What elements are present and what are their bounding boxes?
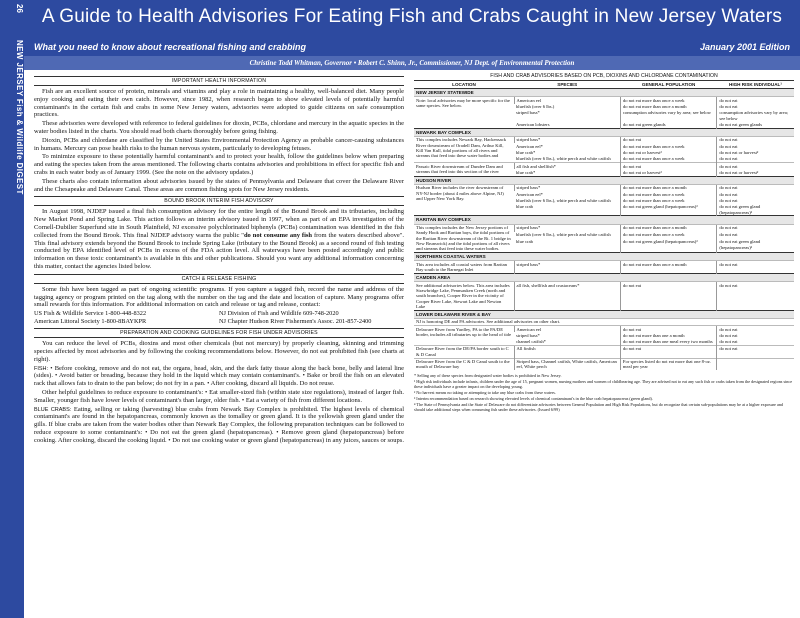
crab-guidelines	[34, 406, 404, 445]
region-header-row	[414, 89, 794, 97]
high-risk-cell: consumption advisories vary by area; see below	[717, 110, 794, 122]
general-population-cell: do not eat green gland (hepatopancreas)³	[620, 204, 716, 216]
high-risk-cell: do not eat or harvest²	[717, 150, 794, 156]
spine-title: NEW JERSEY Fish & Wildlife DIGEST	[15, 40, 24, 195]
high-risk-cell: do not eat	[717, 143, 794, 149]
region-header-row	[414, 176, 794, 184]
important-paragraph: Dioxin, PCBs and chlordane are classified by the United States Environmental Protection Agency as probable cancer-causing substances in humans. Mercury can pose health risks to the human nervous system, particularly to developing fetuses.	[34, 136, 404, 152]
general-population-cell: do not eat	[620, 326, 716, 333]
edition-label: January 2001 Edition	[699, 42, 790, 52]
page-header	[24, 0, 800, 56]
bound-brook-paragraph	[34, 208, 404, 270]
general-population-cell: do not eat more than one a month	[620, 332, 716, 338]
high-risk-cell: do not eat	[717, 232, 794, 239]
species-cell: Striped bass, Channel catfish, White catfish, American eel, White perch	[514, 358, 620, 370]
region-header-row	[414, 216, 794, 224]
region-header-row	[414, 273, 794, 281]
region-name: HUDSON RIVER	[414, 176, 794, 184]
credit-bar: Christine Todd Whitman, Governor • Robert C. Shinn, Jr., Commissioner, NJ Dept. of Environmental Protection	[24, 56, 800, 70]
table-row	[414, 261, 794, 274]
right-column	[414, 73, 794, 613]
footnote: * Selling any of these species from designated water bodies is prohibited in New Jersey.	[414, 373, 562, 379]
crabs-label: BLUE CRABS:	[34, 406, 72, 413]
high-risk-cell: do not eat	[717, 345, 794, 358]
species-cell: channel catfish*	[516, 339, 546, 345]
location-cell: Delaware River from Yardley, PA to the PA/DE border, includes all tributaries up to the head of tide	[414, 326, 514, 346]
high-risk-cell: do not eat	[717, 326, 794, 333]
location-cell: Note: local advisories may be more specific for the same species. See below.	[414, 97, 514, 128]
species-cell: striped bass*	[514, 136, 620, 143]
section-heading-important: IMPORTANT HEALTH INFORMATION	[34, 76, 404, 86]
general-population-cell: do not eat	[620, 163, 716, 170]
species-cell: striped bass*	[514, 184, 620, 191]
location-cell: See additional advisories below. This area includes Strawbridge Lake, Pennsauken Creek (north and south branches), Cooper River in the vicinity of Cooper River Lake, Stewart Lake and Newton Lake	[414, 282, 514, 310]
general-population-cell: do not eat more than once a week	[620, 97, 716, 104]
species-cell: bluefish (over 6 lbs.)	[516, 104, 555, 110]
region-header-row	[414, 253, 794, 261]
table-row	[414, 224, 794, 232]
high-risk-cell	[717, 358, 794, 370]
region-name: CAMDEN AREA	[414, 273, 794, 281]
region-name: RARITAN BAY COMPLEX	[414, 216, 794, 224]
high-risk-cell: do not eat	[717, 224, 794, 232]
table-row	[414, 318, 794, 325]
location-cell: This complex includes Newark Bay, Hackensack River downstream of Oradell Dam, Arthur Kill, Kill Van Kull, tidal portions of all rivers and streams that feed into these water bodies and	[414, 136, 514, 162]
general-population-cell: do not eat more than once a month	[620, 224, 716, 232]
fish-guidelines	[34, 365, 404, 388]
species-cell: American eel	[514, 97, 620, 104]
species-cell: striped bass*	[516, 332, 540, 338]
general-population-cell: do not eat	[620, 136, 716, 143]
high-risk-cell: do not eat green gland (hepatopancreas)³	[717, 204, 794, 216]
advisory-table-body	[414, 89, 794, 371]
column-header: LOCATION	[414, 81, 514, 89]
location-cell: Hudson River includes the river downstream of NY-NJ border (about 4 miles above Alpine, NJ) and Upper New York Bay.	[414, 184, 514, 215]
contact-item: US Fish & Wildlife Service 1-800-448-8322	[34, 310, 147, 318]
general-population-cell: do not eat green gland (hepatopancreas)³	[620, 239, 716, 253]
high-risk-cell: do not eat	[717, 332, 794, 338]
high-risk-cell: do not eat green gland (hepatopancreas)³	[717, 239, 794, 253]
species-cell: bluefish (over 6 lbs.), white perch and white catfish	[516, 156, 611, 162]
species-cell: all fish and shellfish*	[514, 163, 620, 170]
contact-list	[34, 310, 404, 325]
section-heading-preparation: PREPARATION AND COOKING GUIDELINES FOR FISH UNDER ADVISORIES	[34, 328, 404, 338]
prep-intro: You can reduce the level of PCBs, dioxins and most other chemicals (but not mercury) by properly cleaning, skinning and trimming species affected by most advisories and by following the cooking recommendations below. However, do not eat prohibited fish (see charts at right).	[34, 340, 404, 363]
other-guidelines: Other helpful guidelines to reduce exposure to contaminant's: • Eat smaller-sized fish (within state size regulations), instead of larger fish. Smaller, younger fish have lower levels of contaminant's than larger, older fish. • Eat a variety of fish from different locations.	[34, 389, 404, 404]
species-cell: blue crab	[516, 239, 533, 245]
species-cell: American lobsters	[516, 121, 550, 127]
high-risk-cell: do not eat	[717, 163, 794, 170]
fish-text: • Before cooking, remove and do not eat, the organs, head, skin, and the dark fatty tissue along the back bone, belly and lateral line (sides). • Avoid batter or breading, because they hold in the liquid which may contain contaminant's. • Bake or broil the fish on an elevated rack that allows fats to drain to the pan below; do not fry in a pan. • After cooking, discard all liquids. Do not reuse.	[34, 364, 404, 388]
section-heading-bound-brook: BOUND BROOK INTERIM FISH ADVISORY	[34, 196, 404, 206]
general-population-cell: do not eat more than once a month	[620, 104, 716, 110]
location-cell: This complex includes the New Jersey portions of Sandy Hook and Raritan bays, the tidal portions of the Raritan River downstream of the Rt. 1 bridge in New Brunswick) and the tidal portions of all rivers and streams that feed into these water bodies.	[414, 224, 514, 252]
important-paragraph: To minimize exposure to these potentially harmful contaminant's and to protect your health, follow the guidelines below when preparing and eating the species taken from the areas mentioned. The following charts contains advisories and prohibitions in effect for specific fish and crabs in each water body as of January 1999. (See the note on the advisory updates.)	[34, 153, 404, 176]
general-population-cell: do not eat more than once a week	[620, 191, 716, 197]
general-population-cell: do not eat more than one meal every two months	[620, 339, 716, 346]
bound-brook-emphasis: do not consume any fish	[243, 231, 313, 239]
general-population-cell: do not eat more than once a week	[620, 232, 716, 239]
table-row	[414, 358, 794, 370]
high-risk-cell: do not eat	[717, 104, 794, 110]
general-population-cell: do not eat more than once a month	[620, 261, 716, 274]
region-header-row	[414, 128, 794, 136]
high-risk-cell: do not eat or harvest²	[717, 169, 794, 176]
high-risk-cell: do not eat	[717, 261, 794, 274]
general-population-cell: do not eat more than once a month	[620, 184, 716, 191]
general-population-cell: do not eat more than once a week	[620, 198, 716, 204]
region-name: NEW JERSEY STATEWIDE	[414, 89, 794, 97]
bound-brook-text-a: In August 1998, NJDEP issued a final fish consumption advisory for the entire length of the Bound Brook and its tributaries, including New Market Pond and Spring Lake. This action follows an interim advisory issued in 1997, when as part of an EPA investigation of the Cornell-Dubilier Superfund site in South Plainfield, NJ excessive polychlorinated biphenyls (PCBs) contamination was identified in the fish collected from the Bound Brook. This final NJDEP advisory warns the public "	[34, 208, 404, 239]
location-cell: Delaware River from the DE/PA border south to C & D Canal	[414, 345, 514, 358]
region-name: NORTHERN COASTAL WATERS	[414, 253, 794, 261]
species-cell: American eel*	[516, 191, 543, 197]
general-population-cell: do not eat or harvest²	[620, 150, 716, 156]
species-cell: striped bass*	[514, 224, 620, 232]
high-risk-cell: do not eat	[717, 191, 794, 197]
species-cell: striped bass*	[516, 110, 540, 116]
high-risk-cell: do not eat	[717, 282, 794, 310]
table-row	[414, 345, 794, 358]
species-cell: bluefish (over 6 lbs.), white perch and white catfish	[516, 198, 611, 203]
contact-item: NJ Division of Fish and Wildlife 609-748-2020	[219, 310, 339, 318]
location-cell: Delaware River from the C & D Canal south to the mouth of Delaware bay	[414, 358, 514, 370]
footnote: ⁴ The State of Pennsylvania and the State of Delaware do not differentiate advisories between General Population and High Risk Populations, but do recognize that certain sub-populations may be at a higher exposure and should take additional steps when consuming fish under these advisories. (Issued 6/99)	[414, 402, 784, 413]
advisory-table-title: FISH AND CRAB ADVISORIES BASED ON PCB, DIOXINS AND CHLORDANE CONTAMINATION	[414, 73, 794, 81]
general-population-cell: do not eat	[620, 345, 716, 358]
column-header: HIGH RISK INDIVIDUAL¹	[717, 81, 794, 89]
important-info-text	[34, 88, 404, 193]
species-cell: bluefish (over 6 lbs.), white perch and white catfish	[516, 232, 611, 238]
species-cell: All finfish	[514, 345, 620, 358]
page-subtitle: What you need to know about recreational fishing and crabbing	[34, 42, 307, 52]
important-paragraph: These charts also contain information about advisories issued by the states of Pennsylvania and Delaware that cover the Delaware River and the Chesapeake and Delaware Canal. These areas are common fishing spots for New Jersey residents.	[34, 177, 404, 193]
important-paragraph: Fish are an excellent source of protein, minerals and vitamins and play a role in maintaining a healthy, well-balanced diet. Many people enjoy cooking and eating their own catch. However, since 1982, when research began to show elevated levels of potentially harmful contaminant's in the certain fish and crabs in some New Jersey waters, advisories were adopted to guide citizens on safe consumption practices.	[34, 88, 404, 119]
footnote: ² No harvest means no taking or attempting to take any blue crabs from these waters.	[414, 390, 556, 396]
high-risk-cell: do not eat	[717, 198, 794, 204]
region-header-row	[414, 310, 794, 318]
column-header: SPECIES	[514, 81, 620, 89]
high-risk-cell: do not eat	[717, 136, 794, 143]
high-risk-cell: do not eat	[717, 184, 794, 191]
crabs-text: Eating, selling or taking (harvesting) blue crabs from Newark Bay Complex is prohibited. The highest levels of chemical contaminant's are found in the hepatopancreas, commonly known as the tomalley or green gland. It is the yellowish green gland under the gills. If blue crabs are taken from the water bodies other than Newark Bay Complex, the following preparation techniques can be followed to reduce exposure to some contaminant's: • Do not eat the green gland (hepatopancreas). • Remove green gland (hepatopancreas) before cooking. After cooking, discard the cooking liquid. • Do not use cooking water or green gland (hepatopancreas) in any juices, sauces or soups.	[34, 405, 404, 444]
species-cell: American eel	[514, 326, 620, 333]
general-population-cell: do not eat green glands	[620, 121, 716, 128]
left-column	[34, 73, 404, 613]
species-cell: blue crab*	[516, 169, 536, 175]
species-cell: all fish, shellfish and crustaceans*	[514, 282, 620, 310]
table-row	[414, 97, 794, 104]
advisory-table	[414, 81, 794, 370]
high-risk-cell: do not eat	[717, 156, 794, 163]
column-header: GENERAL POPULATION	[620, 81, 716, 89]
location-cell: This area includes all coastal waters from Raritan Bay south to the Barnegat Inlet	[414, 261, 514, 274]
region-name: NEWARK BAY COMPLEX	[414, 128, 794, 136]
species-cell: blue crab	[516, 204, 533, 210]
table-header-row	[414, 81, 794, 89]
general-population-cell: For species listed do not eat more that one 8-oz. meal per year	[620, 358, 716, 370]
general-population-cell: consumption advisories vary by area; see below	[620, 110, 716, 122]
table-row	[414, 136, 794, 143]
page-title: A Guide to Health Advisories For Eating Fish and Crabs Caught in New Jersey Waters	[41, 6, 783, 27]
contact-item: American Littoral Society 1-800-8BAYKPR	[34, 317, 147, 325]
footnotes	[414, 373, 794, 412]
general-population-cell: do not eat or harvest²	[620, 169, 716, 176]
general-population-cell: do not eat more than once a week	[620, 156, 716, 163]
footnote: ³ Interim recommendation based on research showing elevated levels of chemical contaminant's in the blue crab hepatopancreas (green gland).	[414, 396, 653, 402]
table-row	[414, 282, 794, 310]
general-population-cell: do not eat more than once a week	[620, 143, 716, 149]
footnote: ¹ High risk individuals include infants, children under the age of 15, pregnant women, nursing mothers and women of childbearing age. They are advised not to eat any such fish or crabs taken from the designated regions since these individuals have a greater impact on the developing young.	[414, 379, 793, 390]
table-row	[414, 163, 794, 170]
contact-item: NJ Chapter Hudson River Fishermen's Assoc. 201-857-2400	[219, 317, 372, 325]
bound-brook-text-b: from the waters described above". This final advisory extends beyond the Bound Brook to include Spring Lake (tributary to the Bound Brook) as a second round of fish testing conducted by EPA identified level of PCBs in excess of the FDA action level. All waterways have been posted accordingly and public information on these toxic contaminant's is available in this and other publications. Should you want any additional information concerning this matter, contact the agencies listed below.	[34, 231, 404, 270]
high-risk-cell: do not eat green glands	[717, 121, 794, 128]
high-risk-cell: do not eat	[717, 97, 794, 104]
species-cell: American eel*	[516, 143, 543, 149]
section-heading-catch-release: CATCH & RELEASE FISHING	[34, 274, 404, 284]
general-population-cell: do not eat	[620, 282, 716, 310]
location-cell: NJ is honoring DE and PA advisories. See additional advisories on other chart.	[414, 318, 794, 325]
fish-label: FISH:	[34, 365, 49, 372]
catch-release-paragraph: Some fish have been tagged as part of ongoing scientific programs. If you capture a tagged fish, record the name and address of the tagging agency or program printed on the tag along with the number on the tag and the date and location of capture. Many programs offer small rewards for this information. For additional information on catch and release or tag and release, contact:	[34, 285, 404, 309]
species-cell: striped bass*	[514, 261, 620, 274]
important-paragraph: These advisories were developed with reference to federal guidelines for dioxin, PCBs, chlordane and mercury in the aquatic species in the water bodies listed in the charts. You should read both charts thoroughly before going fishing.	[34, 120, 404, 135]
table-row	[414, 326, 794, 333]
location-cell: Passaic River downstream of Dundee Dam and streams that feed into this section of the river	[414, 163, 514, 177]
region-name: LOWER DELAWARE RIVER & BAY	[414, 310, 794, 318]
high-risk-cell: do not eat	[717, 339, 794, 346]
page-number: 26	[15, 4, 24, 13]
table-row	[414, 184, 794, 191]
page-spine	[0, 0, 24, 618]
species-cell: blue crab*	[516, 150, 536, 156]
